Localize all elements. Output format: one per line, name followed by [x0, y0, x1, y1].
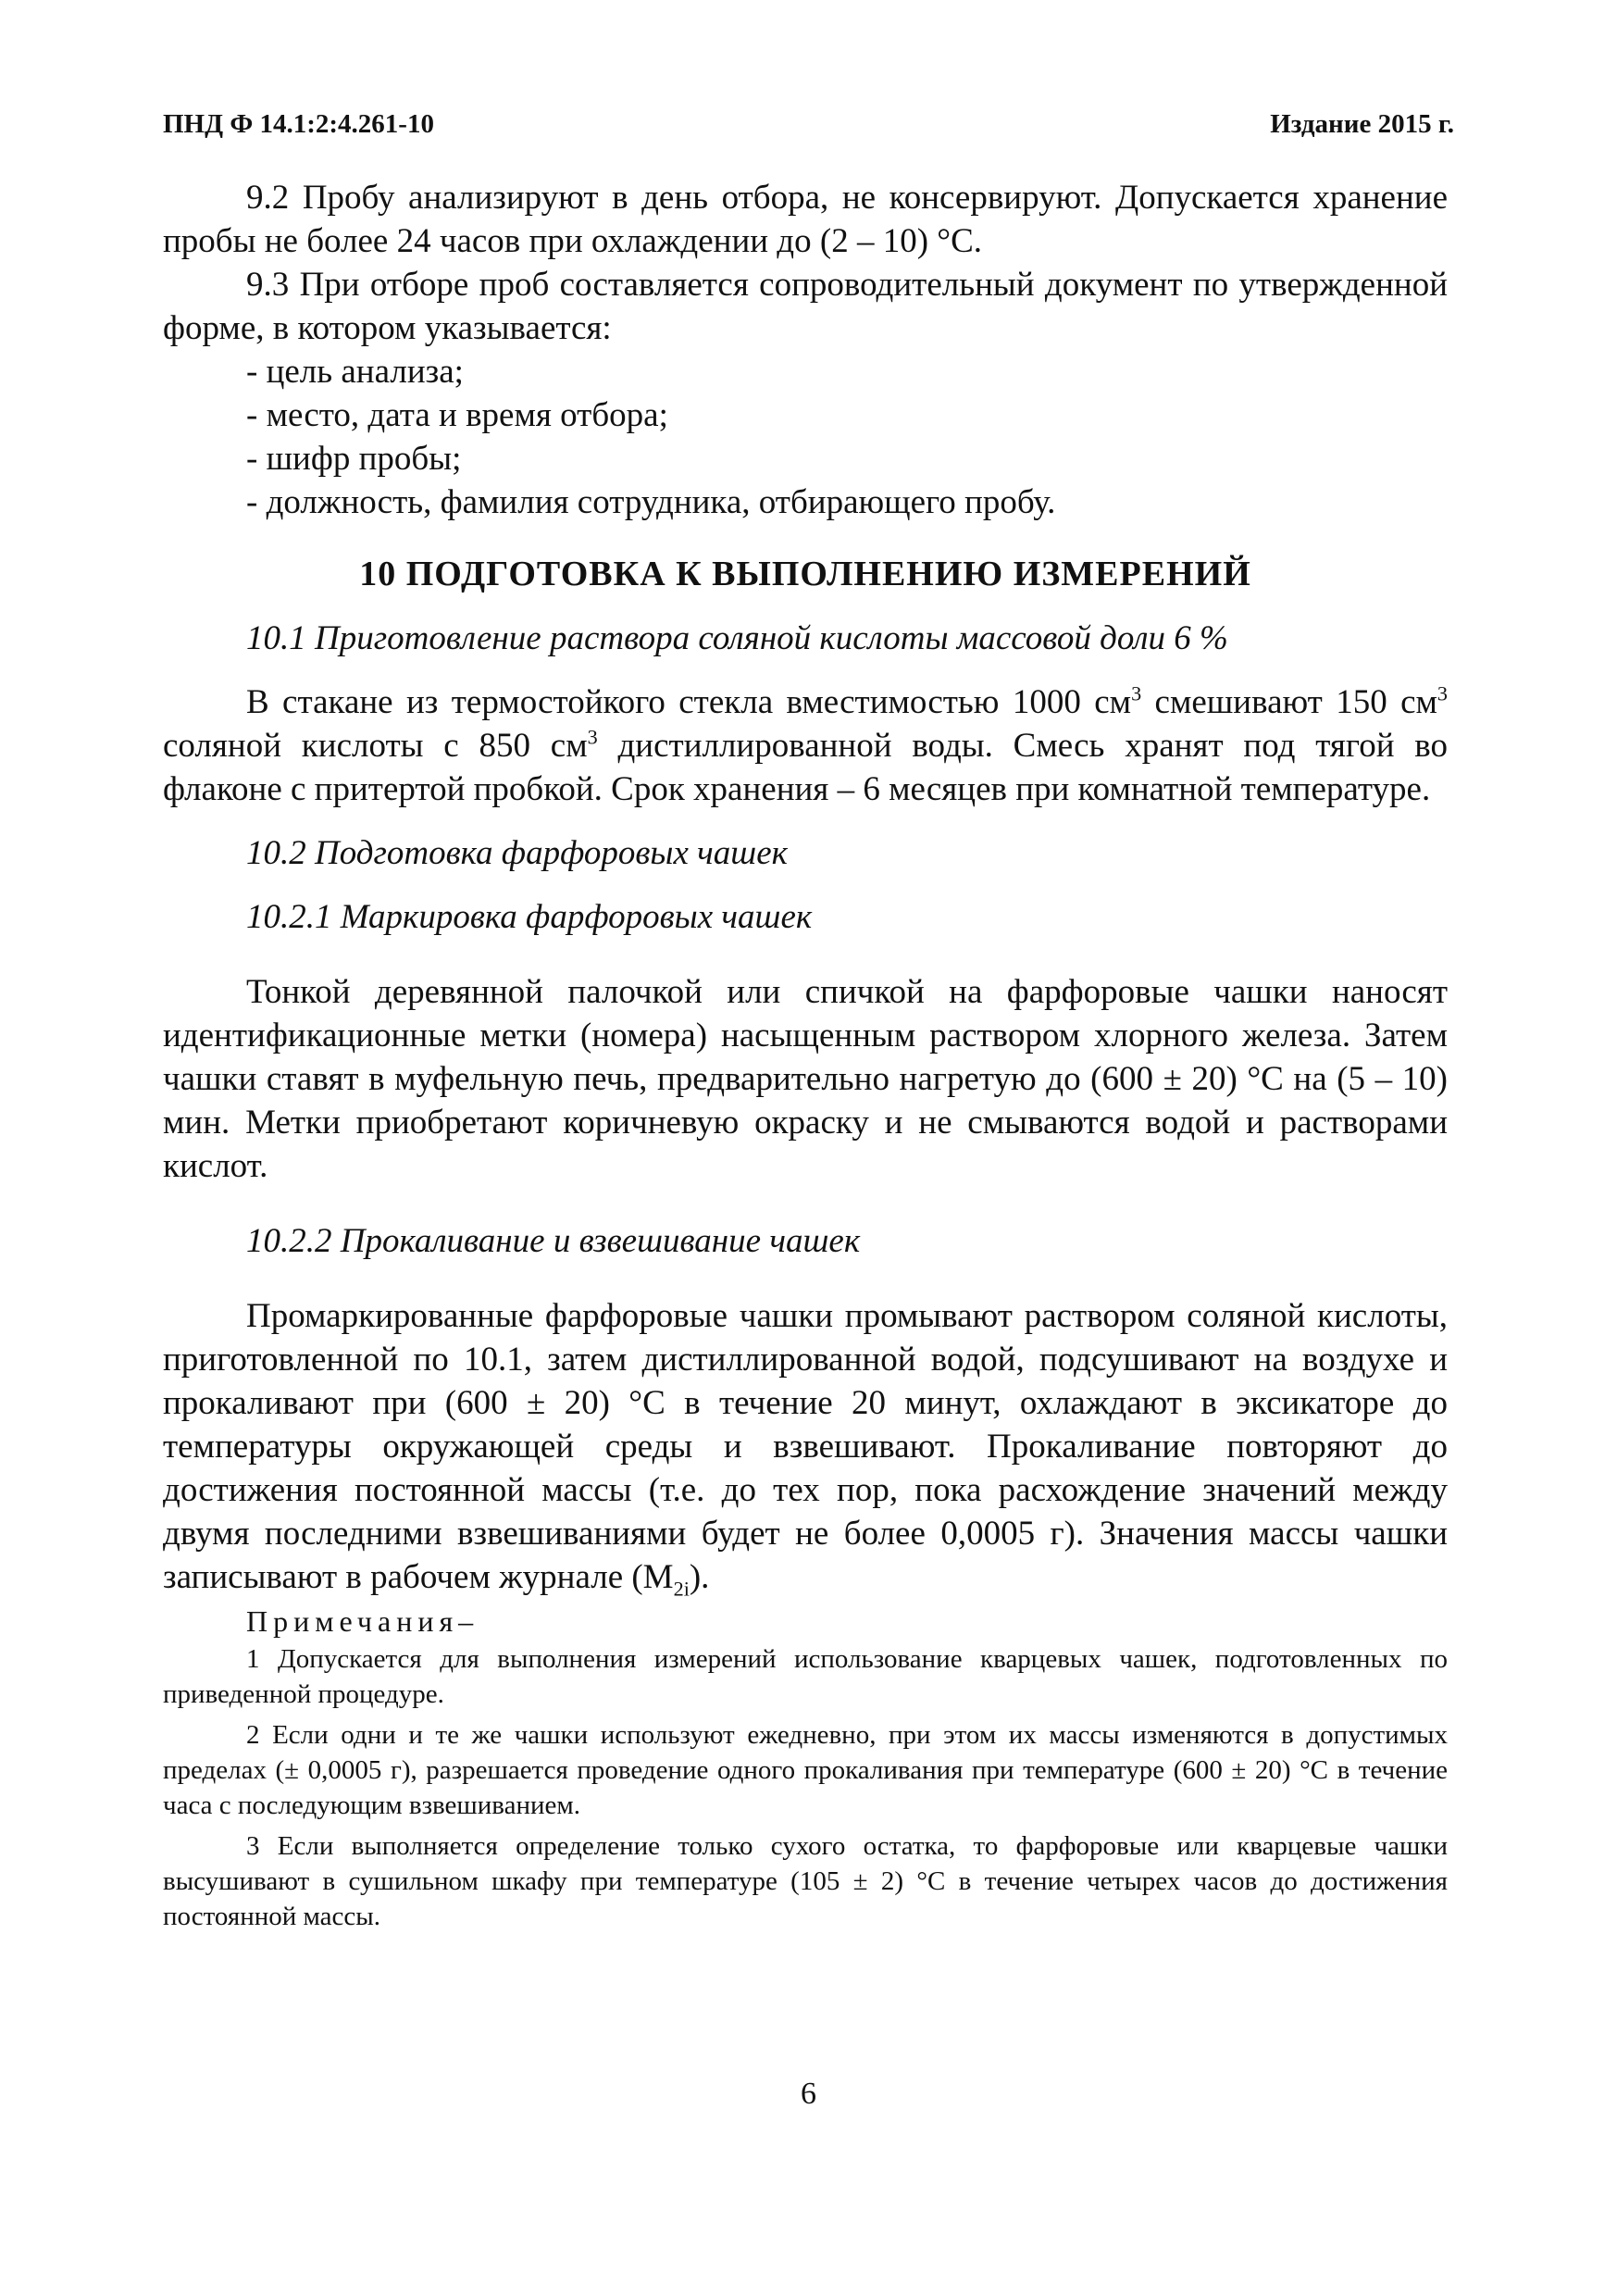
page-content [163, 176, 1448, 1940]
page-number: 6 [801, 2077, 816, 2111]
document-code: ПНД Ф 14.1:2:4.261-10 [163, 109, 434, 139]
section-title: 10 ПОДГОТОВКА К ВЫПОЛНЕНИЮ ИЗМЕРЕНИЙ [359, 555, 1251, 593]
subheading-10-2: 10.2 Подготовка фарфоровых чашек [246, 834, 788, 872]
note-item: 1 Допускается для выполнения измерений использование кварцевых чашек, подготовленных по приведенной процедуре. [163, 1644, 1448, 1709]
note-item: 2 Если одни и те же чашки используют ежедневно, при этом их массы изменяются в допустимых пределах (± 0,0005 г), разрешается проведение одного прокаливания при температуре (600 ± 20) °С в течение часа с последующим взвешиванием. [163, 1720, 1448, 1820]
sample-info-list [163, 350, 1448, 524]
paragraph-10-2-1: Тонкой деревянной палочкой или спичкой на фарфоровые чашки наносят идентификационные метки (номера) насыщенным раствором хлорного железа. Затем чашки ставят в муфельную печь, предварительно нагретую до (600 ± 20) °С на (5 – 10) мин. Метки приобретают коричневую окраску и не смываются водой и растворами кислот. [163, 973, 1448, 1185]
page-header [163, 109, 1454, 146]
subheading-10-2-1: 10.2.1 Маркировка фарфоровых чашек [246, 898, 813, 936]
list-item: - должность, фамилия сотрудника, отбирающего пробу. [246, 483, 1056, 521]
note-item: 3 Если выполняется определение только сухого остатка, то фарфоровые или кварцевые чашки высушивают в сушильном шкафу при температуре (105 ± 2) °С в течение четырех часов до достижения постоянной массы. [163, 1831, 1448, 1931]
subheading-10-2-2: 10.2.2 Прокаливание и взвешивание чашек [246, 1222, 861, 1260]
list-item: - шифр пробы; [246, 440, 462, 478]
paragraph-9-2: 9.2 Пробу анализируют в день отбора, не консервируют. Допускается хранение пробы не более 24 часов при охлаждении до (2 – 10) °С. [163, 179, 1448, 260]
edition-label: Издание 2015 г. [1270, 109, 1454, 139]
notes-title: Примечания– [246, 1604, 479, 1638]
list-item: - место, дата и время отбора; [246, 396, 668, 434]
list-item: - цель анализа; [246, 353, 464, 391]
paragraph-10-2-2: Промаркированные фарфоровые чашки промывают раствором соляной кислоты, приготовленной по 10.1, затем дистиллированной водой, подсушивают на воздухе и прокаливают при (600 ± 20) °С в течение 20 минут, охлаждают в эксикаторе до температуры окружающей среды и взвешивают. Прокаливание повторяют до достижения постоянной массы (т.е. до тех пор, пока расхождение значений между двумя последними взвешиваниями будет не более 0,0005 г). Значения массы чашки записывают в рабочем журнале $(М_{2i})$. [163, 1297, 1448, 1601]
paragraph-10-1: В стакане из термостойкого стекла вместимостью 1000 $см^3$ смешивают 150 $см^3$ соляной кислоты с 850 $см^3$ дистиллированной воды. Смесь хранят под тягой во флаконе с притертой пробкой. Срок хранения – 6 месяцев при комнатной температуре. [163, 681, 1449, 808]
subheading-10-1: 10.1 Приготовление раствора соляной кислоты массовой доли 6 % [246, 619, 1228, 657]
paragraph-9-3: 9.3 При отборе проб составляется сопроводительный документ по утвержденной форме, в котором указывается: [163, 266, 1448, 347]
